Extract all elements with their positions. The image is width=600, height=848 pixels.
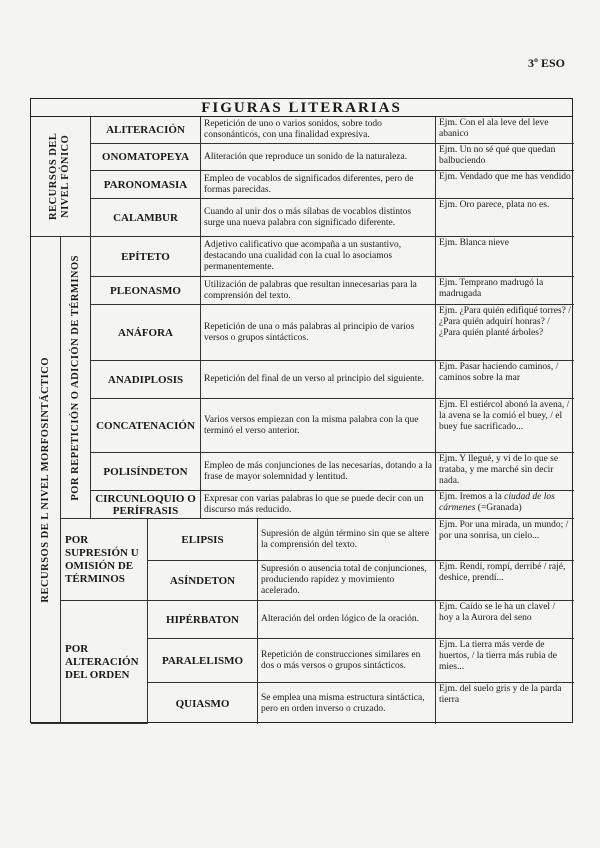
category-repeticion: [61, 237, 91, 519]
grade-label: 3º ESO: [528, 56, 565, 70]
term-circunloquio: CIRCUNLOQUIO O PERÍFRASIS: [91, 491, 201, 519]
definition-pleonasmo: Utilización de palabras que resultan innecesarias para la comprensión del texto.: [201, 277, 436, 305]
definition-quiasmo: Se emplea una misma estructura sintáctica, pero en orden inverso o cruzado.: [258, 683, 436, 724]
definition-anadiplosis: Repetición del final de un verso al principio del siguiente.: [201, 361, 436, 399]
term-calambur: CALAMBUR: [91, 199, 201, 237]
term-aliteracion: ALITERACIÓN: [91, 117, 201, 144]
term-paralelismo: PARALELISMO: [148, 639, 258, 683]
example-paralelismo: Ejm. La tierra más verde de huertos, / la tierra más rubia de mies...: [436, 639, 574, 683]
term-elipsis: ELIPSIS: [148, 519, 258, 561]
table-title: FIGURAS LITERARIAS: [31, 99, 572, 117]
category-fonico: [31, 117, 91, 237]
example-circunloquio-a: Ejm. Iremos a la: [439, 492, 505, 502]
term-pleonasmo: PLEONASMO: [91, 277, 201, 305]
example-quiasmo: Ejm. del suelo gris y de la parda tierra: [439, 684, 562, 705]
category-supresion-label: POR SUPRESIÓN U OMISIÓN DE TÉRMINOS: [65, 533, 139, 585]
definition-paralelismo: Repetición de construcciones similares en dos o más versos o grupos sintácticos.: [258, 639, 436, 683]
definition-hiperbaton: Alteración del orden lógico de la oración.: [258, 601, 436, 639]
category-supresion: [61, 519, 148, 601]
definition-epiteto: Adjetivo calificativo que acompaña a un sustantivo, destacando una cualidad con la cual lo asociamos permanentemente.: [201, 237, 436, 277]
category-alteracion: [61, 601, 148, 724]
definition-calambur: Cuando al unir dos o más sílabas de vocablos distintos surge una nueva palabra con significado diferente.: [201, 199, 436, 237]
literary-figures-table: [30, 98, 573, 723]
example-concatenacion: Ejm. El estiércol abonó la avena, / la avena se la comió el buey, / el buey fue sacrificado...: [436, 399, 574, 453]
example-calambur: Ejm. Oro parece, plata no es.: [436, 199, 574, 237]
definition-onomatopeya: Aliteración que reproduce un sonido de la naturaleza.: [201, 144, 436, 171]
example-circunloquio: [436, 491, 574, 519]
definition-anafora: Repetición de una o más palabras al principio de varios versos o grupos sintácticos.: [201, 305, 436, 361]
term-asindeton: ASÍNDETON: [148, 561, 258, 601]
definition-elipsis: Supresión de algún término sin que se altere la comprensión del texto.: [258, 519, 436, 561]
term-hiperbaton: HIPÉRBATON: [148, 601, 258, 639]
term-anafora: ANÁFORA: [91, 305, 201, 361]
definition-aliteracion: Repetición de uno o varios sonidos, sobre todo consonánticos, con una finalidad expresiva.: [201, 117, 436, 144]
example-onomatopeya: Ejm. Un no sé qué que quedan balbuciendo: [436, 144, 574, 171]
category-repeticion-label: POR REPETICIÓN O ADICIÓN DE TÉRMINOS: [70, 254, 81, 501]
category-morfo-label: RECURSOS DE L NIVEL MORFOSINTÁCTICO: [40, 357, 51, 603]
definition-concatenacion: Varios versos empiezan con la misma palabra con la que terminó el verso anterior.: [201, 399, 436, 453]
definition-asindeton: Supresión o ausencia total de conjunciones, produciendo rapidez y movimiento acelerado.: [258, 561, 436, 601]
example-asindeton: Ejm. Rendí, rompí, derribé / rajé, deshice, prendí...: [436, 561, 574, 601]
definition-circunloquio: Expresar con varias palabras lo que se puede decir con un discurso más reducido.: [201, 491, 436, 519]
example-paronomasia: Ejm. Vendado que me has vendido: [436, 171, 574, 199]
example-circunloquio-b: ciudad de los cármenes: [439, 492, 555, 513]
term-polisindeton: POLISÍNDETON: [91, 453, 201, 491]
category-fonico-label: RECURSOS DEL NIVEL FÓNICO: [47, 132, 71, 221]
example-polisindeton: Ejm. Y llegué, y vi de lo que se trataba, y me marché sin decir nada.: [436, 453, 574, 491]
example-aliteracion: Ejm. Con el ala leve del leve abanico: [436, 117, 574, 144]
definition-paronomasia: Empleo de vocablos de significados diferentes, pero de formas parecidas.: [201, 171, 436, 199]
category-morfo: [31, 237, 61, 724]
term-epiteto: EPÍTETO: [91, 237, 201, 277]
term-onomatopeya: ONOMATOPEYA: [91, 144, 201, 171]
term-concatenacion: CONCATENACIÓN: [91, 399, 201, 453]
category-alteracion-label: POR ALTERACIÓN DEL ORDEN: [65, 642, 139, 681]
term-quiasmo: QUIASMO: [148, 683, 258, 724]
example-pleonasmo: Ejm. Temprano madrugó la madrugada: [436, 277, 574, 305]
example-epiteto: Ejm. Blanca nieve: [436, 237, 574, 277]
example-anafora: Ejm. ¿Para quién edifiqué torres? / ¿Para quién adquirí honras? / ¿Para quién planté árboles?: [436, 305, 574, 361]
example-circunloquio-c: (=Granada): [475, 503, 522, 513]
example-anadiplosis: Ejm. Pasar haciendo caminos, / caminos sobre la mar: [436, 361, 574, 399]
example-hiperbaton: Ejm. Caído se le ha un clavel / hoy a la Aurora del seno: [436, 601, 574, 639]
term-anadiplosis: ANADIPLOSIS: [91, 361, 201, 399]
definition-polisindeton: Empleo de más conjunciones de las necesarias, dotando a la frase de mayor solemnidad y lentitud.: [201, 453, 436, 491]
term-paronomasia: PARONOMASIA: [91, 171, 201, 199]
example-elipsis: Ejm. Por una mirada, un mundo; / por una sonrisa, un cielo...: [436, 519, 574, 561]
